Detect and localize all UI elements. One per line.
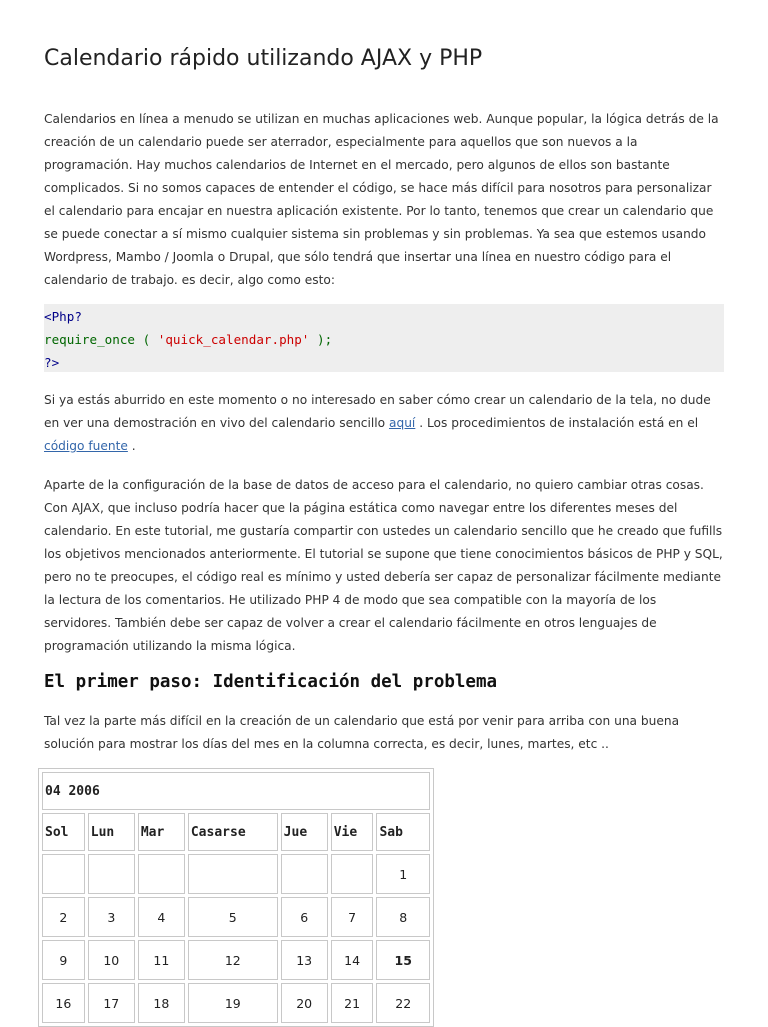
calendar-day-cell: 2 xyxy=(42,897,85,937)
demo-paragraph xyxy=(44,389,726,458)
calendar-day-cell: 19 xyxy=(188,983,278,1023)
calendar-day-cell xyxy=(42,854,85,894)
calendar-day-cell: 16 xyxy=(42,983,85,1023)
calendar-day-cell: 12 xyxy=(188,940,278,980)
calendar-day-cell: 7 xyxy=(331,897,374,937)
calendar-day-cell: 9 xyxy=(42,940,85,980)
calendar-day-cell: 13 xyxy=(281,940,328,980)
calendar-day-cell xyxy=(138,854,185,894)
calendar-day-cell: 11 xyxy=(138,940,185,980)
calendar-day-cell: 3 xyxy=(88,897,135,937)
page-title: Calendario rápido utilizando AJAX y PHP xyxy=(44,46,483,71)
code-function: require_once xyxy=(44,332,135,347)
calendar-day-cell: 5 xyxy=(188,897,278,937)
demo-text-2: . Los procedimientos de instalación está en el xyxy=(415,416,699,430)
code-line-close: ?> xyxy=(44,355,60,370)
calendar-day-cell: 4 xyxy=(138,897,185,937)
day-header: Vie xyxy=(331,813,374,851)
intro-paragraph: Calendarios en línea a menudo se utilizan en muchas aplicaciones web. Aunque popular, la lógica detrás de la creación de un calendario puede ser aterrador, especialmente para aquellos que son nuevos a la programación. Hay muchos calendarios de Internet en el mercado, pero algunos de ellos son bastante complicados. Si no somos capaces de entender el código, se hace más difícil para nosotros para personalizar el calendario para encajar en nuestra aplicación existente. Por lo tanto, tenemos que crear un calendario que se puede conectar a sí mismo cualquier sistema sin problemas y sin problemas. Ya sea que estemos usando Wordpress, Mambo / Joomla o Drupal, que sólo tendrá que insertar una línea en nuestro código para el calendario de trabajo. es decir, algo como esto: xyxy=(44,112,719,287)
day-header: Sol xyxy=(42,813,85,851)
calendar-week-row xyxy=(42,897,430,937)
calendar-day-cell: 10 xyxy=(88,940,135,980)
calendar-day-cell xyxy=(88,854,135,894)
calendar-day-cell: 1 xyxy=(376,854,430,894)
problem-paragraph: Tal vez la parte más difícil en la creación de un calendario que está por venir para arriba con una buena solución para mostrar los días del mes en la columna correcta, es decir, lunes, martes, etc .. xyxy=(44,714,680,751)
calendar-day-cell: 21 xyxy=(331,983,374,1023)
code-paren-close: ); xyxy=(309,332,333,347)
calendar-day-cell: 6 xyxy=(281,897,328,937)
section-heading: El primer paso: Identificación del problema xyxy=(44,672,498,692)
calendar-week-row xyxy=(42,983,430,1023)
code-line-require xyxy=(44,328,724,351)
code-block xyxy=(44,304,724,372)
calendar-day-cell-today: 15 xyxy=(376,940,430,980)
code-line-open: <Php? xyxy=(44,309,82,324)
calendar-day-cell xyxy=(188,854,278,894)
calendar-week-row xyxy=(42,854,430,894)
calendar-day-cell: 17 xyxy=(88,983,135,1023)
tutorial-paragraph: Aparte de la configuración de la base de datos de acceso para el calendario, no quiero cambiar otras cosas. Con AJAX, que incluso podría hacer que la página estática como navegar entre los diferentes meses del calendario. En este tutorial, me gustaría compartir con ustedes un calendario sencillo que he creado que fufills los objetivos mencionados anteriormente. El tutorial se supone que tiene conocimientos básicos de PHP y SQL, pero no te preocupes, el código real es mínimo y usted debería ser capaz de personalizar fácilmente mediante la lectura de los comentarios. He utilizado PHP 4 de modo que sea compatible con la mayoría de los servidores. También debe ser capaz de volver a crear el calendario fácilmente en otros lenguajes de programación utilizando la misma lógica. xyxy=(44,478,723,653)
code-paren-open: ( xyxy=(135,332,158,347)
demo-text-1: Si ya estás aburrido en este momento o no interesado en saber cómo crear un calendario de la tela, no dude en ver una demostración en vivo del calendario sencillo xyxy=(44,393,711,430)
demo-link[interactable]: aquí xyxy=(389,416,416,430)
calendar-day-cell: 8 xyxy=(376,897,430,937)
calendar-day-header-row xyxy=(42,813,430,851)
calendar-day-cell: 20 xyxy=(281,983,328,1023)
calendar-month-label: 04 2006 xyxy=(42,772,430,810)
source-code-link[interactable]: código fuente xyxy=(44,439,128,453)
calendar-day-cell: 18 xyxy=(138,983,185,1023)
calendar-table xyxy=(38,768,434,1027)
code-string: 'quick_calendar.php' xyxy=(157,332,310,347)
calendar-week-row xyxy=(42,940,430,980)
day-header: Jue xyxy=(281,813,328,851)
demo-text-3: . xyxy=(127,439,136,453)
calendar-day-cell xyxy=(281,854,328,894)
day-header: Mar xyxy=(138,813,185,851)
calendar-day-cell xyxy=(331,854,374,894)
day-header: Casarse xyxy=(188,813,278,851)
calendar-day-cell: 14 xyxy=(331,940,374,980)
calendar-day-cell: 22 xyxy=(376,983,430,1023)
day-header: Sab xyxy=(376,813,430,851)
day-header: Lun xyxy=(88,813,135,851)
